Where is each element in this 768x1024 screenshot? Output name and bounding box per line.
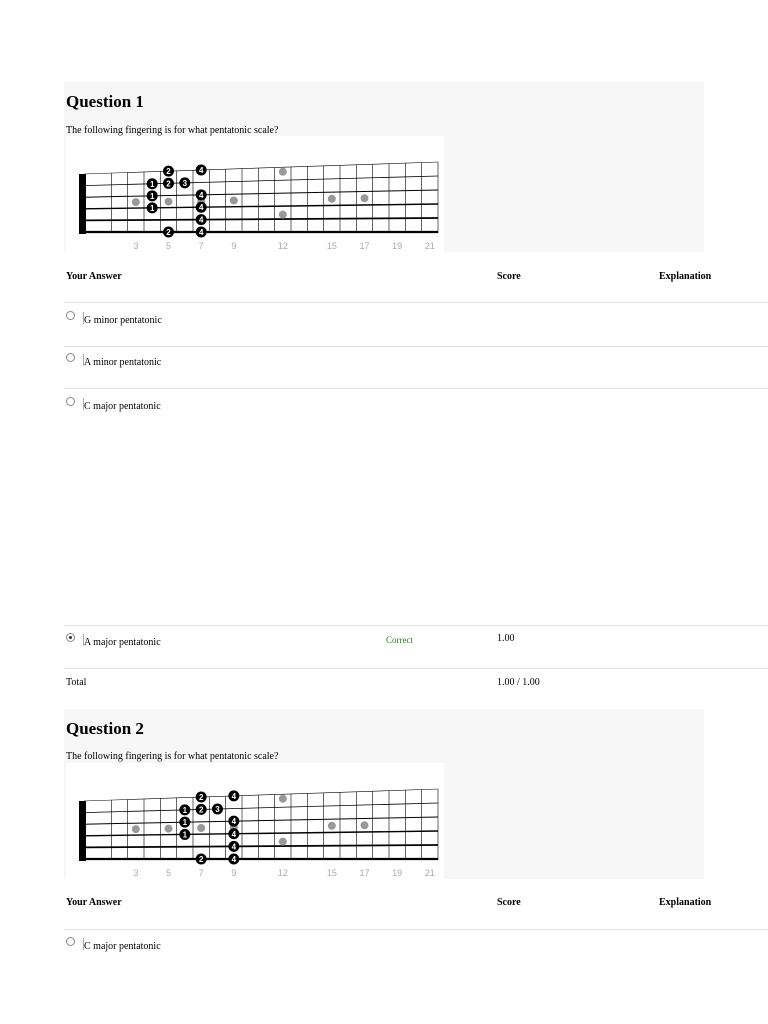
fret-inlay (230, 196, 238, 204)
answer-option[interactable] (66, 353, 366, 373)
answer-option[interactable] (66, 397, 366, 417)
fret-inlay (132, 825, 140, 833)
finger-number: 3 (215, 804, 220, 814)
answer-option-selected[interactable] (66, 633, 366, 653)
explanation-header: Explanation (659, 897, 712, 908)
finger-number: 2 (166, 228, 171, 237)
explanation-header: Explanation (659, 271, 712, 282)
fret-inlay (279, 838, 287, 846)
fret-number-label: 21 (424, 241, 435, 251)
correct-status: Correct (386, 635, 413, 645)
fret-inlay (165, 825, 173, 833)
finger-number: 4 (231, 829, 237, 839)
option-label: C major pentatonic (84, 401, 161, 412)
question-prompt: The following fingering is for what pentatonic scale? (66, 125, 279, 136)
your-answer-header: Your Answer (66, 271, 122, 282)
fret-number-label: 3 (133, 241, 139, 251)
finger-number: 4 (198, 203, 204, 213)
separator (64, 625, 768, 626)
finger-number: 4 (198, 228, 204, 237)
finger-number: 4 (231, 855, 237, 864)
fret-inlay (279, 795, 287, 803)
fret-number-label: 17 (359, 868, 370, 878)
fret-inlay (279, 211, 287, 219)
fret-number-label: 21 (424, 868, 435, 878)
total-label: Total (66, 677, 87, 688)
string-line (84, 845, 438, 847)
string-line (84, 789, 438, 801)
finger-number: 3 (182, 178, 188, 188)
fret-inlay (361, 821, 369, 829)
string-line (84, 190, 438, 197)
fret-number-label: 9 (231, 241, 237, 251)
fret-inlay (328, 195, 336, 203)
finger-number: 4 (198, 190, 204, 200)
radio-button[interactable] (66, 397, 75, 406)
finger-number: 4 (231, 842, 237, 852)
fret-inlay (279, 168, 287, 176)
fret-inlay (165, 198, 173, 206)
fret-number-label: 17 (359, 241, 370, 251)
fret-inlay (132, 198, 140, 206)
option-label: G minor pentatonic (84, 315, 162, 326)
nut (79, 174, 86, 234)
fret-number-label: 7 (198, 868, 204, 878)
finger-number: 4 (198, 166, 204, 176)
score-header: Score (497, 897, 521, 908)
finger-number: 4 (198, 215, 204, 225)
string-line (84, 817, 438, 827)
fret-number-label: 5 (165, 868, 172, 878)
finger-number: 1 (149, 203, 155, 213)
finger-number: 1 (149, 179, 155, 189)
fret-inlay (328, 822, 336, 830)
question-prompt: The following fingering is for what pentatonic scale? (66, 751, 279, 762)
finger-number: 2 (166, 179, 171, 189)
fretboard-diagram (66, 136, 444, 252)
separator (64, 302, 768, 303)
score-header: Score (497, 271, 521, 282)
separator (64, 346, 768, 347)
radio-button-selected[interactable] (66, 633, 75, 642)
fret-number-label: 15 (326, 241, 337, 251)
finger-number: 1 (182, 805, 188, 815)
finger-number: 4 (231, 817, 237, 827)
answer-option[interactable] (66, 311, 366, 331)
string-line (84, 803, 438, 813)
finger-number: 2 (198, 855, 204, 864)
fret-number-label: 15 (326, 868, 337, 878)
total-score: 1.00 / 1.00 (497, 677, 540, 688)
radio-button[interactable] (66, 937, 75, 946)
question-title: Question 2 (66, 719, 144, 738)
your-answer-header: Your Answer (66, 897, 122, 908)
nut (79, 801, 86, 861)
option-label: C major pentatonic (84, 941, 161, 952)
finger-number: 4 (231, 791, 237, 801)
separator (64, 668, 768, 669)
fret-number-label: 5 (165, 241, 172, 251)
finger-number: 1 (182, 830, 188, 840)
option-label: A minor pentatonic (84, 357, 162, 368)
string-line (84, 218, 438, 220)
fret-number-label: 7 (198, 241, 204, 251)
finger-number: 2 (166, 167, 171, 177)
fret-number-label: 12 (277, 241, 288, 251)
fret-number-label: 19 (392, 868, 403, 878)
fret-number-label: 9 (231, 868, 237, 878)
answer-option[interactable] (66, 937, 366, 957)
finger-number: 1 (149, 191, 155, 201)
option-score: 1.00 (497, 633, 515, 644)
string-line (84, 162, 438, 177)
finger-number: 2 (198, 805, 204, 815)
radio-button[interactable] (66, 311, 75, 320)
option-label: A major pentatonic (84, 637, 161, 648)
fret-inlay (361, 194, 369, 202)
finger-number: 1 (182, 818, 188, 828)
radio-button[interactable] (66, 353, 75, 362)
fret-number-label: 12 (277, 868, 288, 878)
question-title: Question 1 (66, 92, 144, 111)
fret-number-label: 3 (133, 868, 139, 878)
fret-number-label: 19 (392, 241, 403, 251)
fretboard-diagram (66, 763, 444, 879)
separator (64, 388, 768, 389)
string-line (84, 176, 438, 189)
finger-number: 2 (198, 793, 204, 803)
separator (64, 929, 768, 930)
fret-inlay (197, 824, 205, 832)
